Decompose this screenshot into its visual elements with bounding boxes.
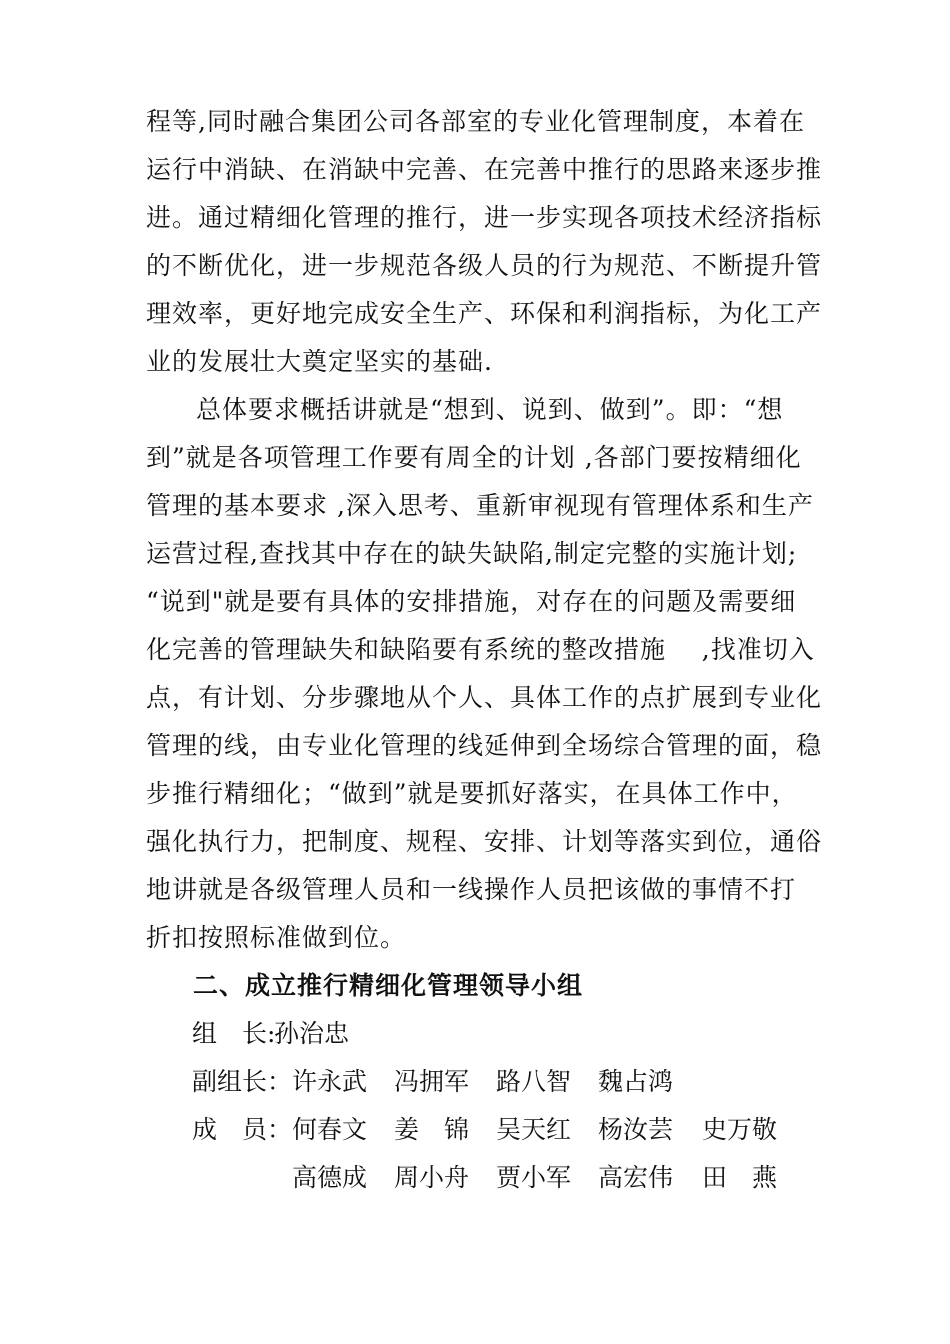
deputy-role-label: 副组长： — [192, 1067, 293, 1096]
paragraph2-line-6: 化完善的管理缺失和缺陷要有系统的整改措施 ,找准切入 — [146, 635, 815, 664]
member-name: 杨汝芸 — [598, 1115, 674, 1144]
paragraph2-line-11: 地讲就是各级管理人员和一线操作人员把该做的事情不打 — [146, 875, 797, 904]
paragraph2-line-12: 折扣按照标准做到位。 — [146, 923, 407, 952]
paragraph1-line-2: 运行中消缺、在消缺中完善、在完善中推行的思路来逐步推 — [146, 155, 823, 184]
paragraph1-line-4: 的不断优化，进一步规范各级人员的行为规范、不断提升管 — [146, 251, 823, 280]
paragraph1-line-6: 业的发展壮大奠定坚实的基础. — [146, 347, 493, 376]
paragraph1-line-5: 理效率，更好地完成安全生产、环保和利润指标，为化工产 — [146, 299, 823, 328]
deputy-name: 路八智 — [496, 1067, 572, 1096]
member-role-label: 成 员： — [192, 1115, 293, 1144]
paragraph2-line-1: 总体要求概括讲就是“想到、说到、做到”。即：“想 — [196, 395, 784, 424]
paragraph2-line-2: 到”就是各项管理工作要有周全的计划 ,各部门要按精细化 — [146, 443, 802, 472]
paragraph2-line-9: 步推行精细化；“做到”就是要抓好落实，在具体工作中， — [146, 779, 798, 808]
deputy-name: 许永武 — [292, 1067, 368, 1096]
paragraph2-line-10: 强化执行力，把制度、规程、安排、计划等落实到位，通俗 — [146, 827, 823, 856]
paragraph2-line-7: 点，有计划、分步骤地从个人、具体工作的点扩展到专业化 — [146, 683, 823, 712]
paragraph1-line-3: 进。通过精细化管理的推行，进一步实现各项技术经济指标 — [146, 203, 823, 232]
paragraph2-line-4: 运营过程,查找其中存在的缺失缺陷,制定完整的实施计划; — [146, 539, 798, 568]
section-heading: 二、成立推行精细化管理领导小组 — [193, 971, 584, 1000]
leader-role-label: 组 长: — [192, 1019, 276, 1048]
member-name: 吴天红 — [496, 1115, 572, 1144]
member-name: 田 燕 — [702, 1163, 778, 1192]
leader-name: 孙治忠 — [274, 1019, 350, 1048]
member-name: 姜 锦 — [394, 1115, 470, 1144]
member-name: 史万敬 — [702, 1115, 778, 1144]
member-name: 高宏伟 — [598, 1163, 674, 1192]
paragraph1-line-1: 程等,同时融合集团公司各部室的专业化管理制度，本着在 — [146, 107, 805, 136]
paragraph2-line-8: 管理的线，由专业化管理的线延伸到全场综合管理的面，稳 — [146, 731, 823, 760]
paragraph2-line-5: “说到"就是要有具体的安排措施，对存在的问题及需要细 — [146, 587, 797, 616]
paragraph2-line-3: 管理的基本要求 ,深入思考、重新审视现有管理体系和生产 — [146, 491, 814, 520]
member-name: 高德成 — [292, 1163, 368, 1192]
deputy-name: 冯拥军 — [394, 1067, 470, 1096]
member-name: 何春文 — [292, 1115, 368, 1144]
deputy-name: 魏占鸿 — [598, 1067, 674, 1096]
member-name: 周小舟 — [394, 1163, 470, 1192]
member-name: 贾小军 — [496, 1163, 572, 1192]
